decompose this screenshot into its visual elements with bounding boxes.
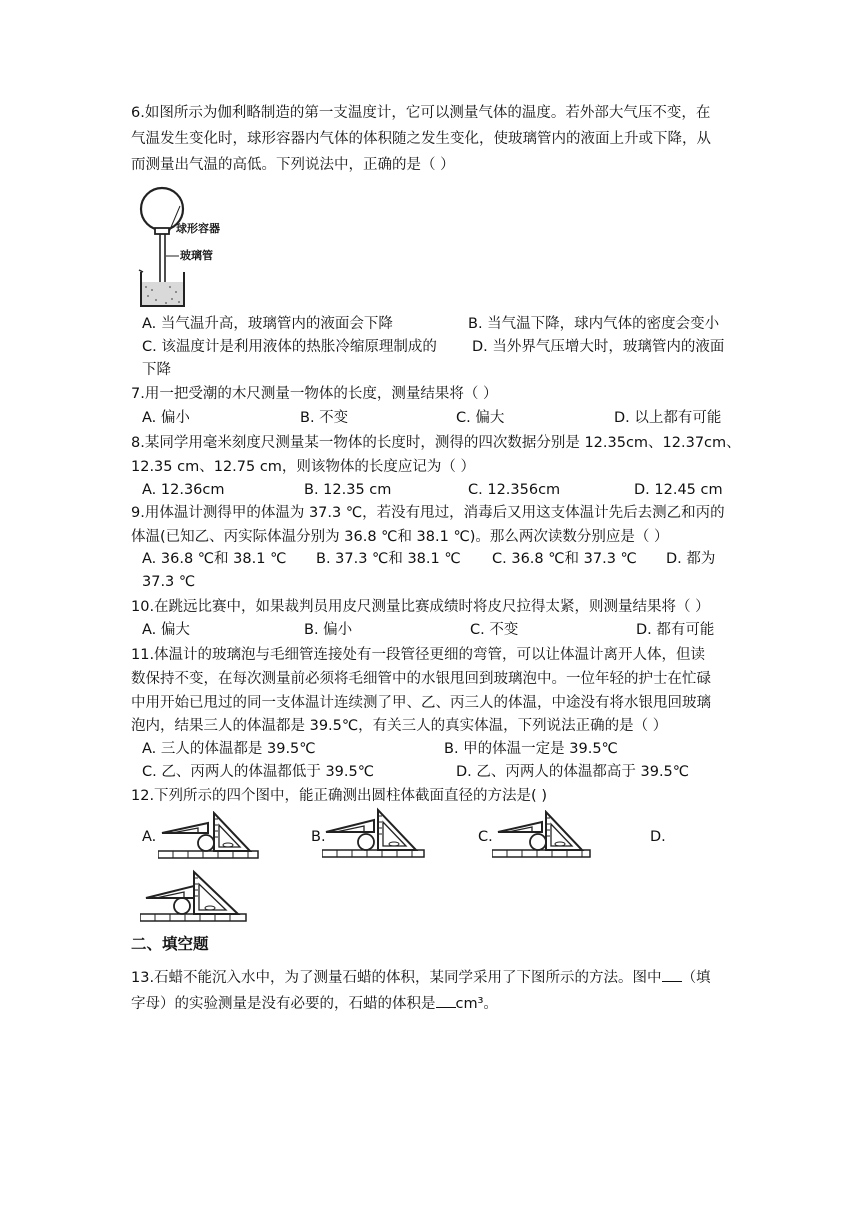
q6-option-b: B. 当气温下降，球内气体的密度会变小 xyxy=(468,316,720,332)
q9-option-b: B. 37.3 ℃和 38.1 ℃ xyxy=(316,551,461,567)
q9-line-2: 体温(已知乙、丙实际体温分别为 36.8 ℃和 38.1 ℃)。那么两次读数分别应是（ ） xyxy=(131,529,669,545)
q13-line-2-tail: cm³。 xyxy=(455,996,498,1012)
q12-figure-b xyxy=(322,806,426,860)
q6-line-3: 而测量出气温的高低。下列说法中，正确的是（ ） xyxy=(131,157,455,173)
q6-option-a: A. 当气温升高，玻璃管内的液面会下降 xyxy=(142,316,393,332)
q12-option-c: C. xyxy=(478,829,493,845)
q6-option-d: D. 当外界气压增大时，玻璃管内的液面 xyxy=(472,339,725,355)
q7-option-d: D. 以上都有可能 xyxy=(614,410,722,426)
q10-stem: 10.在跳远比赛中，如果裁判员用皮尺测量比赛成绩时将皮尺拉得太紧，则测量结果将（ ） xyxy=(131,599,710,615)
q6-option-d-cont: 下降 xyxy=(142,362,171,378)
q9-option-d: D. 都为 xyxy=(666,551,716,567)
q8-option-c: C. 12.356cm xyxy=(468,482,561,498)
q11-line-2: 数保持不变，在每次测量前必须将毛细管中的水银甩回到玻璃泡中。一位年轻的护士在忙碌 xyxy=(131,671,711,687)
q12-option-d: D. xyxy=(650,829,666,845)
q11-option-c: C. 乙、丙两人的体温都低于 39.5℃ xyxy=(142,764,375,780)
q11-line-3: 中用开始已甩过的同一支体温计连续测了甲、乙、丙三人的体温，中途没有将水银甩回玻璃 xyxy=(131,695,711,711)
q10-option-c: C. 不变 xyxy=(470,622,519,638)
q10-option-d: D. 都有可能 xyxy=(636,622,715,638)
q11-line-4: 泡内，结果三人的体温都是 39.5℃，有关三人的真实体温，下列说法正确的是（ ） xyxy=(131,718,668,734)
section-title-fill-in: 二、填空题 xyxy=(131,935,209,953)
q6-line-1: 6.如图所示为伽利略制造的第一支温度计，它可以测量气体的温度。若外部大气压不变，在 xyxy=(131,105,711,121)
q13-line-2-text: 字母）的实验测量是没有必要的，石蜡的体积是 xyxy=(131,996,436,1012)
q8-option-a: A. 12.36cm xyxy=(142,482,225,498)
q9-line-1: 9.用体温计测得甲的体温为 37.3 ℃，若没有甩过，消毒后又用这支体温计先后去测乙和丙的 xyxy=(131,505,725,521)
q9-option-c: C. 36.8 ℃和 37.3 ℃ xyxy=(492,551,637,567)
q7-stem: 7.用一把受潮的木尺测量一物体的长度，测量结果将（ ） xyxy=(131,386,498,402)
q13-blank-1[interactable] xyxy=(662,967,682,982)
q6-option-c: C. 该温度计是利用液体的热胀冷缩原理制成的 xyxy=(142,339,437,355)
q8-option-b: B. 12.35 cm xyxy=(304,482,392,498)
q12-stem: 12.下列所示的四个图中，能正确测出圆柱体截面直径的方法是( ) xyxy=(131,788,547,804)
q13-line-2 xyxy=(131,992,731,1017)
q12-option-a: A. xyxy=(142,829,157,845)
q10-option-b: B. 偏小 xyxy=(304,622,353,638)
q12-figure-a xyxy=(158,811,260,861)
q11-line-1: 11.体温计的玻璃泡与毛细管连接处有一段管径更细的弯管，可以让体温计离开人体，但读 xyxy=(131,647,706,663)
q7-option-a: A. 偏小 xyxy=(142,410,190,426)
q10-option-a: A. 偏大 xyxy=(142,622,190,638)
q7-option-b: B. 不变 xyxy=(300,410,349,426)
q8-option-d: D. 12.45 cm xyxy=(634,482,723,498)
q11-option-a: A. 三人的体温都是 39.5℃ xyxy=(142,741,316,757)
q11-option-b: B. 甲的体温一定是 39.5℃ xyxy=(444,741,618,757)
tube-label: 玻璃管 xyxy=(180,249,213,262)
q9-option-d-cont: 37.3 ℃ xyxy=(142,574,196,590)
q13-blank-2[interactable] xyxy=(436,993,456,1008)
q6-line-2: 气温发生变化时，球形容器内气体的体积随之发生变化，使玻璃管内的液面上升或下降，从 xyxy=(131,131,711,147)
q13-line-1-tail: （填 xyxy=(681,970,711,986)
q9-option-a: A. 36.8 ℃和 38.1 ℃ xyxy=(142,551,287,567)
q13-line-1-text: 13.石蜡不能沉入水中，为了测量石蜡的体积，某同学采用了下图所示的方法。图中 xyxy=(131,970,662,986)
q7-option-c: C. 偏大 xyxy=(456,410,505,426)
q12-option-b: B. xyxy=(311,829,326,845)
q12-figure-d xyxy=(140,868,248,924)
q13-line-1 xyxy=(131,966,731,991)
bulb-label: 球形容器 xyxy=(176,222,220,235)
q8-line-1: 8.某同学用毫米刻度尺测量某一物体的长度时，测得的四次数据分别是 12.35cm、12.37cm、 xyxy=(131,435,741,451)
q12-figure-c xyxy=(492,810,592,860)
q8-line-2: 12.35 cm、12.75 cm，则该物体的长度应记为（ ） xyxy=(131,459,476,475)
q11-option-d: D. 乙、丙两人的体温都高于 39.5℃ xyxy=(456,764,690,780)
